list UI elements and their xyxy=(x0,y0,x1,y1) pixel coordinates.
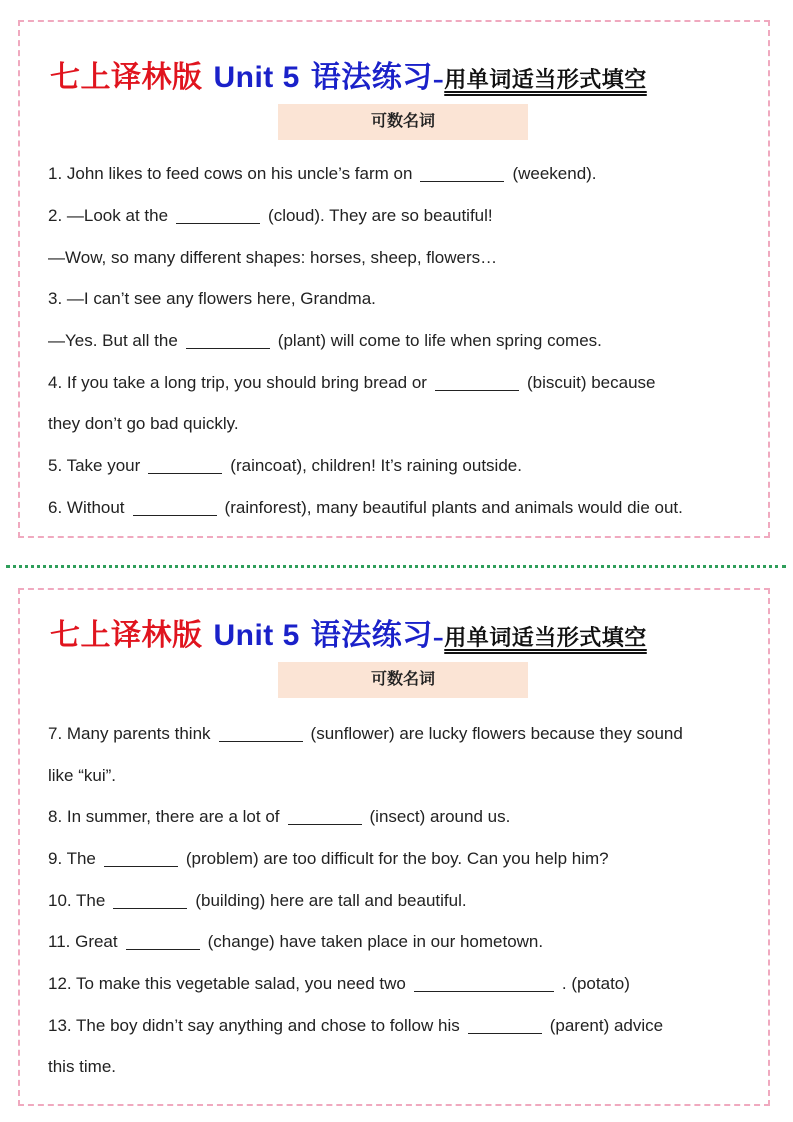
title-subtitle: 用单词适当形式填空 xyxy=(444,67,647,93)
question-3: 3. —I can’t see any flowers here, Grandma. xyxy=(48,289,376,308)
title-dash: – xyxy=(432,625,445,651)
title-dash: – xyxy=(432,67,445,93)
answer-blank[interactable] xyxy=(186,332,270,349)
answer-blank[interactable] xyxy=(148,457,222,474)
worksheet-title xyxy=(50,610,750,654)
question-12: 12. To make this vegetable salad, you need two . (potato) xyxy=(48,974,630,993)
worksheet-panel-1 xyxy=(18,20,770,538)
answer-blank[interactable] xyxy=(133,499,217,516)
question-8: 8. In summer, there are a lot of (insect) around us. xyxy=(48,807,511,826)
worksheet-panel-2 xyxy=(18,588,770,1106)
worksheet-title xyxy=(50,52,750,96)
answer-blank[interactable] xyxy=(219,725,303,742)
question-11: 11. Great (change) have taken place in our hometown. xyxy=(48,932,544,951)
question-13: 13. The boy didn’t say anything and chose to follow his (parent) advice xyxy=(48,1016,664,1035)
title-unit: Unit 5 xyxy=(213,61,300,94)
question-7-cont: like “kui”. xyxy=(48,766,117,785)
answer-blank[interactable] xyxy=(176,207,260,224)
section-label: 可数名词 xyxy=(278,104,528,140)
question-10: 10. The (building) here are tall and beautiful. xyxy=(48,891,467,910)
answer-blank[interactable] xyxy=(414,975,554,992)
title-unit: Unit 5 xyxy=(213,619,300,652)
question-2-reply: —Wow, so many different shapes: horses, sheep, flowers… xyxy=(48,248,498,267)
question-4-cont: they don’t go bad quickly. xyxy=(48,414,239,433)
title-topic: 语法练习 xyxy=(310,61,433,94)
answer-blank[interactable] xyxy=(126,933,200,950)
answer-blank[interactable] xyxy=(113,892,187,909)
question-3-reply: —Yes. But all the (plant) will come to life when spring comes. xyxy=(48,331,602,350)
title-topic: 语法练习 xyxy=(310,619,433,652)
answer-blank[interactable] xyxy=(420,165,504,182)
title-grade: 七上译林版 xyxy=(50,618,203,653)
answer-blank[interactable] xyxy=(288,808,362,825)
answer-blank[interactable] xyxy=(435,374,519,391)
question-7: 7. Many parents think (sunflower) are lucky flowers because they sound xyxy=(48,724,683,743)
question-4: 4. If you take a long trip, you should bring bread or (biscuit) because xyxy=(48,373,656,392)
title-subtitle: 用单词适当形式填空 xyxy=(444,625,647,651)
answer-blank[interactable] xyxy=(468,1017,542,1034)
section-divider xyxy=(6,565,786,568)
question-5: 5. Take your (raincoat), children! It’s raining outside. xyxy=(48,456,522,475)
title-grade: 七上译林版 xyxy=(50,60,203,95)
section-label: 可数名词 xyxy=(278,662,528,698)
question-6: 6. Without (rainforest), many beautiful plants and animals would die out. xyxy=(48,498,683,517)
question-1: 1. John likes to feed cows on his uncle’s farm on (weekend). xyxy=(48,164,597,183)
answer-blank[interactable] xyxy=(104,850,178,867)
question-9: 9. The (problem) are too difficult for the boy. Can you help him? xyxy=(48,849,609,868)
question-2: 2. —Look at the (cloud). They are so beautiful! xyxy=(48,206,493,225)
question-13-cont: this time. xyxy=(48,1057,117,1076)
